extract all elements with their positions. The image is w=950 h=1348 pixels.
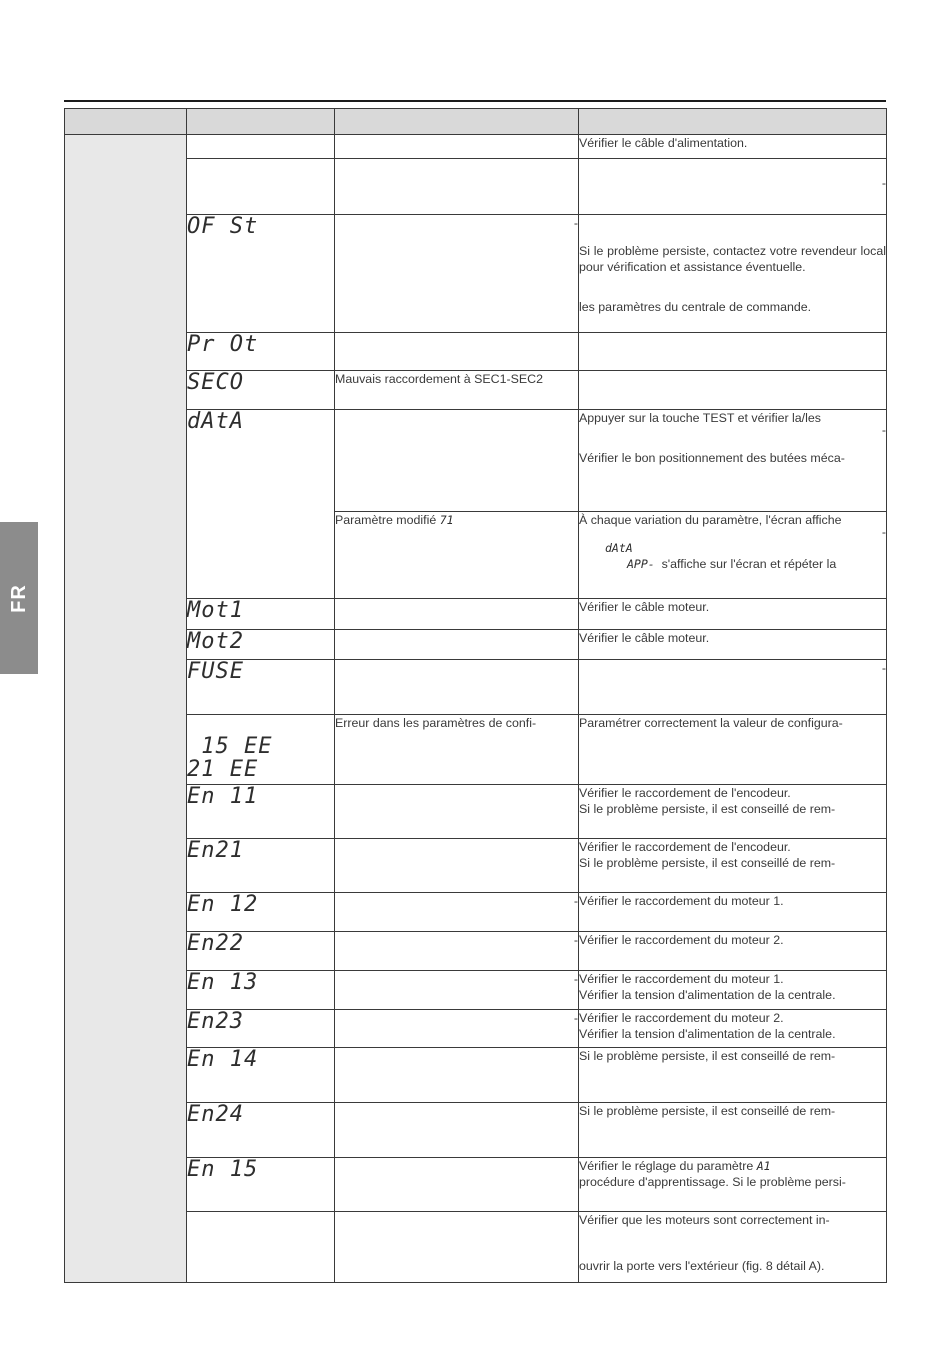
display-code: APP- (627, 557, 655, 571)
solution-cell: Vérifier le câble d'alimentation. (579, 135, 887, 159)
solution-cell: Si le problème persiste, contactez votre revendeur local pour vérification et assistance éventuelle. les paramètres du centrale de commande. (579, 215, 887, 333)
code-cell (187, 1010, 335, 1048)
solution-cell: Vérifier le raccordement de l'encodeur. Si le problème persiste, il est conseillé de rem- (579, 785, 887, 839)
solution-cell: - (579, 159, 887, 215)
error-code: En24 (187, 1102, 244, 1127)
cause-cell (335, 1103, 579, 1158)
table-row (65, 159, 887, 215)
solution-cell: Vérifier le câble moteur. (579, 630, 887, 660)
display-code: dAtA (605, 541, 633, 555)
table-row (65, 839, 887, 893)
table-row (65, 893, 887, 932)
code-cell (187, 215, 335, 333)
error-code: En 11 (187, 784, 259, 809)
cause-cell (335, 785, 579, 839)
solution-cell (579, 371, 887, 410)
table-row (65, 135, 887, 159)
table-row (65, 1048, 887, 1103)
table-row (65, 1158, 887, 1212)
table-row (65, 215, 887, 333)
cause-cell: - (335, 932, 579, 971)
code-cell (187, 371, 335, 410)
error-code: Mot1 (187, 598, 244, 623)
header-cell (65, 109, 187, 135)
solution-cell: Vérifier le réglage du paramètre A1 procédure d'apprentissage. Si le problème persi- (579, 1158, 887, 1212)
error-code: En 14 (187, 1047, 259, 1072)
error-code: En22 (187, 931, 244, 956)
solution-cell: À chaque variation du paramètre, l'écran affiche - dAtA APP- s'affiche sur l'écran et répéter la (579, 512, 887, 599)
table-header-row (65, 109, 887, 135)
code-cell (187, 785, 335, 839)
code-cell (187, 839, 335, 893)
group-cell (65, 135, 187, 1283)
solution-cell: Si le problème persiste, il est conseillé de rem- (579, 1103, 887, 1158)
cause-cell (335, 1158, 579, 1212)
header-cell (579, 109, 887, 135)
table-row (65, 971, 887, 1010)
code-cell (187, 410, 335, 599)
cause-cell (335, 630, 579, 660)
code-cell (187, 159, 335, 215)
cause-cell (335, 135, 579, 159)
code-cell (187, 1158, 335, 1212)
error-code: 21 EE (187, 757, 259, 782)
solution-cell: Vérifier le raccordement de l'encodeur. Si le problème persiste, il est conseillé de rem- (579, 839, 887, 893)
table-row (65, 1010, 887, 1048)
cause-cell: - (335, 1010, 579, 1048)
top-rule (64, 100, 886, 102)
table-row (65, 1103, 887, 1158)
cause-cell (335, 333, 579, 371)
error-code: En21 (187, 838, 244, 863)
cause-cell (335, 599, 579, 630)
cause-cell (335, 1048, 579, 1103)
code-cell (187, 135, 335, 159)
table-row (65, 785, 887, 839)
solution-cell: Vérifier le câble moteur. (579, 599, 887, 630)
solution-cell: Si le problème persiste, il est conseillé de rem- (579, 1048, 887, 1103)
table-row (65, 410, 887, 512)
solution-cell: Vérifier le raccordement du moteur 1. Vérifier la tension d'alimentation de la centrale. (579, 971, 887, 1010)
error-code: dAtA (187, 409, 244, 434)
error-code: SECO (187, 370, 244, 395)
language-tab (0, 522, 38, 674)
table-row (65, 660, 887, 715)
parameter-code: A1 (756, 1159, 771, 1173)
table-row (65, 333, 887, 371)
cause-cell: Paramètre modifié 71 (335, 512, 579, 599)
code-cell (187, 1048, 335, 1103)
cause-cell (335, 1212, 579, 1283)
code-cell (187, 333, 335, 371)
code-cell (187, 932, 335, 971)
header-cell (187, 109, 335, 135)
error-code: En 15 (187, 1157, 259, 1182)
header-cell (335, 109, 579, 135)
table-row (65, 599, 887, 630)
error-code: FUSE (187, 659, 244, 684)
solution-cell: Vérifier le raccordement du moteur 2. (579, 932, 887, 971)
cause-cell (335, 660, 579, 715)
language-tab-label: FR (7, 583, 30, 613)
table-row (65, 715, 887, 785)
table-row (65, 371, 887, 410)
cause-cell (335, 839, 579, 893)
cause-cell: Erreur dans les paramètres de confi- (335, 715, 579, 785)
error-code: Mot2 (187, 629, 244, 654)
solution-cell: Paramétrer correctement la valeur de configura- (579, 715, 887, 785)
solution-cell: Vérifier le raccordement du moteur 1. (579, 893, 887, 932)
cause-cell: - (335, 971, 579, 1010)
error-code: 15 EE (187, 734, 273, 759)
code-cell (187, 1103, 335, 1158)
code-cell (187, 630, 335, 660)
cause-cell: - (335, 215, 579, 333)
table-row (65, 932, 887, 971)
code-cell (187, 971, 335, 1010)
code-cell (187, 893, 335, 932)
cause-cell: Mauvais raccordement à SEC1-SEC2 (335, 371, 579, 410)
code-cell (187, 599, 335, 630)
cause-cell (335, 410, 579, 512)
solution-cell (579, 333, 887, 371)
code-cell (187, 1212, 335, 1283)
solution-cell: Vérifier que les moteurs sont correctement in- ouvrir la porte vers l'extérieur (fig. 8 détail A). (579, 1212, 887, 1283)
solution-cell: - (579, 660, 887, 715)
error-code: Pr Ot (187, 332, 259, 357)
fault-table (64, 108, 887, 1283)
solution-cell: Vérifier le raccordement du moteur 2. Vérifier la tension d'alimentation de la centrale. (579, 1010, 887, 1048)
code-cell (187, 660, 335, 715)
solution-cell: Appuyer sur la touche TEST et vérifier la/les - Vérifier le bon positionnement des butées méca- (579, 410, 887, 512)
table-row (65, 630, 887, 660)
table-row (65, 1212, 887, 1283)
cause-cell (335, 159, 579, 215)
error-code: En23 (187, 1009, 244, 1034)
cause-cell: - (335, 893, 579, 932)
error-code: En 12 (187, 892, 259, 917)
error-code: En 13 (187, 970, 259, 995)
parameter-code: 71 (439, 513, 454, 527)
code-cell (187, 715, 335, 785)
error-code: OF St (187, 214, 259, 239)
